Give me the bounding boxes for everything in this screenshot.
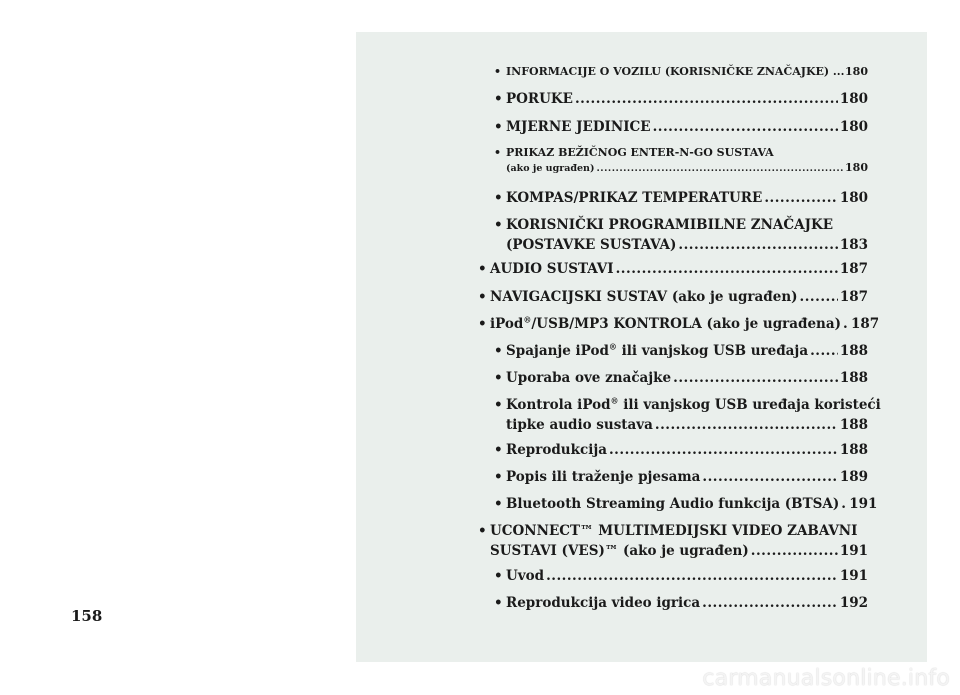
dot-leader — [841, 494, 847, 514]
entry-text: PRIKAZ BEŽIČNOG ENTER-N-GO SUSTAVA — [506, 146, 774, 159]
entry-text: Uporaba ove značajke — [506, 370, 672, 386]
entry-page: 192 — [839, 595, 868, 611]
entry-page: 188 — [839, 370, 868, 386]
dot-leader — [702, 593, 838, 613]
entry-page: 180 — [845, 161, 868, 174]
toc-entry: • Reprodukcija video igrica ..... 192 — [494, 593, 868, 613]
entry-text: Popis ili traženje pjesama — [506, 469, 701, 485]
dot-leader — [702, 467, 837, 487]
entry-page: 188 — [839, 343, 868, 359]
dot-leader — [751, 541, 838, 561]
toc-entry: • Uporaba ove značajke ..... 188 — [494, 368, 868, 388]
toc-entry: • Popis ili traženje pjesama ..... 189 — [494, 467, 868, 487]
toc-entry: • PRIKAZ BEŽIČNOG ENTER-N-GO SUSTAVA (ako je ugrađen) ..... 180 — [494, 145, 868, 176]
entry-text: MJERNE JEDINICE — [506, 119, 651, 135]
entry-text: Bluetooth Streaming Audio funkcija (BTSA) — [506, 496, 840, 512]
toc-entry: • Reprodukcija ..... 188 — [494, 440, 868, 460]
toc-entry: • KORISNIČKI PROGRAMIBILNE ZNAČAJKE (POSTAVKE SUSTAVA) ..... 183 — [494, 215, 868, 255]
entry-text: Reprodukcija video igrica — [506, 595, 701, 611]
entry-text: Reprodukcija — [506, 442, 607, 458]
toc-entry: • PORUKE ..... 180 — [494, 89, 868, 109]
dot-leader — [843, 314, 849, 334]
entry-text: KOMPAS/PRIKAZ TEMPERATURE — [506, 190, 763, 206]
entry-text: (ako je ugrađen) — [506, 163, 595, 174]
dot-leader — [575, 89, 838, 109]
page-number: 158 — [71, 607, 103, 625]
entry-text: Spajanje iPod® ili vanjskog USB uređaja — [506, 341, 809, 359]
entry-page: 189 — [839, 469, 868, 485]
entry-text: INFORMACIJE O VOZILU (KORISNIČKE ZNAČAJKE) ... — [506, 65, 845, 78]
dot-leader — [678, 235, 837, 255]
entry-text: SUSTAVI (VES)™ (ako je ugrađen) — [490, 543, 749, 559]
toc-entry: • UCONNECT™ MULTIMEDIJSKI VIDEO ZABAVNI SUSTAVI (VES)™ (ako je ugrađen) ..... 191 — [478, 521, 868, 561]
dot-leader — [546, 566, 838, 586]
entry-page: 180 — [839, 91, 868, 107]
entry-page: 187 — [839, 261, 868, 277]
entry-page: 191 — [839, 543, 868, 559]
toc-entry: • INFORMACIJE O VOZILU (KORISNIČKE ZNAČAJKE) ... 180 — [494, 65, 868, 78]
entry-page: 180 — [839, 190, 868, 206]
toc-entry: • Spajanje iPod® ili vanjskog USB uređaja ..... 188 — [494, 341, 868, 361]
watermark: carmanualsonline.info — [702, 666, 950, 691]
entry-page: 187 — [850, 316, 880, 332]
dot-leader — [764, 188, 838, 208]
dot-leader — [800, 287, 838, 307]
entry-text: (POSTAVKE SUSTAVA) — [506, 237, 677, 253]
entry-page: 188 — [839, 417, 868, 433]
entry-text: NAVIGACIJSKI SUSTAV (ako je ugrađen) — [490, 289, 798, 305]
entry-text: UCONNECT™ MULTIMEDIJSKI VIDEO ZABAVNI — [490, 523, 858, 539]
toc-entry: • MJERNE JEDINICE ..... 180 — [494, 117, 868, 137]
entry-text: iPod®/USB/MP3 KONTROLA (ako je ugrađena) — [490, 314, 841, 332]
entry-page: 183 — [839, 237, 868, 253]
dot-leader — [653, 117, 838, 137]
entry-page: 187 — [839, 289, 868, 305]
entry-page: 191 — [839, 568, 868, 584]
dot-leader — [673, 368, 838, 388]
toc-entry: • Uvod ..... 191 — [494, 566, 868, 586]
toc-entry: • Kontrola iPod® ili vanjskog USB uređaja koristeći tipke audio sustava ..... 188 — [494, 395, 868, 435]
entry-text: Uvod — [506, 568, 545, 584]
toc-entry: • NAVIGACIJSKI SUSTAV (ako je ugrađen) ..... 187 — [478, 287, 868, 307]
entry-page: 191 — [849, 496, 878, 512]
entry-page: 180 — [839, 119, 868, 135]
toc-entry: • Bluetooth Streaming Audio funkcija (BTSA) ..... 191 — [494, 494, 868, 514]
entry-text: KORISNIČKI PROGRAMIBILNE ZNAČAJKE — [506, 217, 834, 233]
dot-leader — [655, 415, 838, 435]
entry-text: tipke audio sustava — [506, 417, 653, 433]
toc-entry: • KOMPAS/PRIKAZ TEMPERATURE ..... 180 — [494, 188, 868, 208]
entry-page: 188 — [839, 442, 868, 458]
dot-leader — [609, 440, 838, 460]
dot-leader — [616, 259, 838, 279]
entry-page: 180 — [845, 65, 868, 78]
toc-entry: • iPod®/USB/MP3 KONTROLA (ako je ugrađena) ..... 187 — [478, 314, 868, 334]
toc-entry: • AUDIO SUSTAVI ..... 187 — [478, 259, 868, 279]
dot-leader — [596, 161, 843, 176]
dot-leader — [810, 341, 838, 361]
entry-text: AUDIO SUSTAVI — [490, 261, 614, 277]
entry-text: PORUKE — [506, 91, 573, 107]
entry-text: Kontrola iPod® ili vanjskog USB uređaja koristeći — [506, 395, 881, 413]
